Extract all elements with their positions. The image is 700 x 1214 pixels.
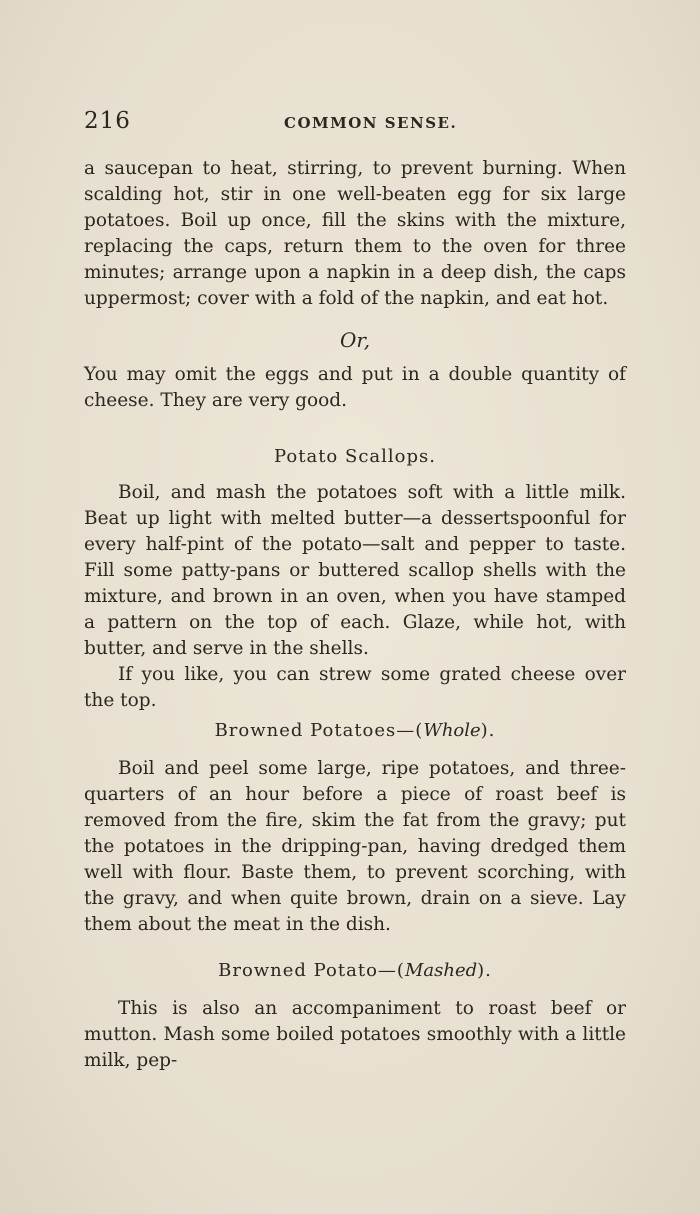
heading-text: Browned Potato—( xyxy=(218,960,405,981)
heading-potato-scallops: Potato Scallops. xyxy=(274,446,436,467)
paragraph-browned-potatoes-whole: Boil and peel some large, ripe potatoes, and three-quarters of an hour before a piece of roast beef is removed from the fire, skim the fat from the gravy; put the potatoes in the dripping-pan, having dredged them well with flour. Baste them, to prevent scorching, with the gravy, and when quite brown, drain on a sieve. Lay them about the meat in the dish. xyxy=(84,758,626,935)
heading-end: ). xyxy=(477,960,492,981)
heading-text: Browned Potatoes—( xyxy=(214,720,424,741)
running-title: COMMON SENSE. xyxy=(284,114,458,132)
heading-end: ). xyxy=(480,720,496,741)
paragraph-potato-scallops: Boil, and mash the potatoes soft with a little milk. Beat up light with melted butter—a dessertspoonful for every half-pint of the potato—salt and pepper to taste. Fill some patty-pans or buttered scallop shells with the mixture, and brown in an oven, when you have stamped a pattern on the top of each. Glaze, while hot, with butter, and serve in the shells. xyxy=(84,482,626,659)
page-number: 216 xyxy=(84,108,131,134)
or-line: Or, xyxy=(339,328,371,352)
paragraph-cheese-note: If you like, you can strew some grated cheese over the top. xyxy=(84,664,626,711)
heading-italic: Whole xyxy=(423,720,481,741)
running-head xyxy=(84,108,624,136)
heading-browned-potatoes-whole xyxy=(84,720,626,741)
heading-browned-potato-mashed xyxy=(84,960,626,981)
paragraph-variation: You may omit the eggs and put in a double quantity of cheese. They are very good. xyxy=(84,364,626,411)
heading-italic: Mashed xyxy=(404,960,478,981)
paragraph-continued: a saucepan to heat, stirring, to prevent burning. When scalding hot, stir in one well-beaten egg for six large potatoes. Boil up once, fill the skins with the mixture, replacing the caps, return them to the oven for three minutes; arrange upon a napkin in a deep dish, the caps uppermost; cover with a fold of the napkin, and eat hot. xyxy=(84,158,626,309)
paragraph-browned-potato-mashed: This is also an accompaniment to roast beef or mutton. Mash some boiled potatoes smoothly with a little milk, pep- xyxy=(84,998,626,1071)
